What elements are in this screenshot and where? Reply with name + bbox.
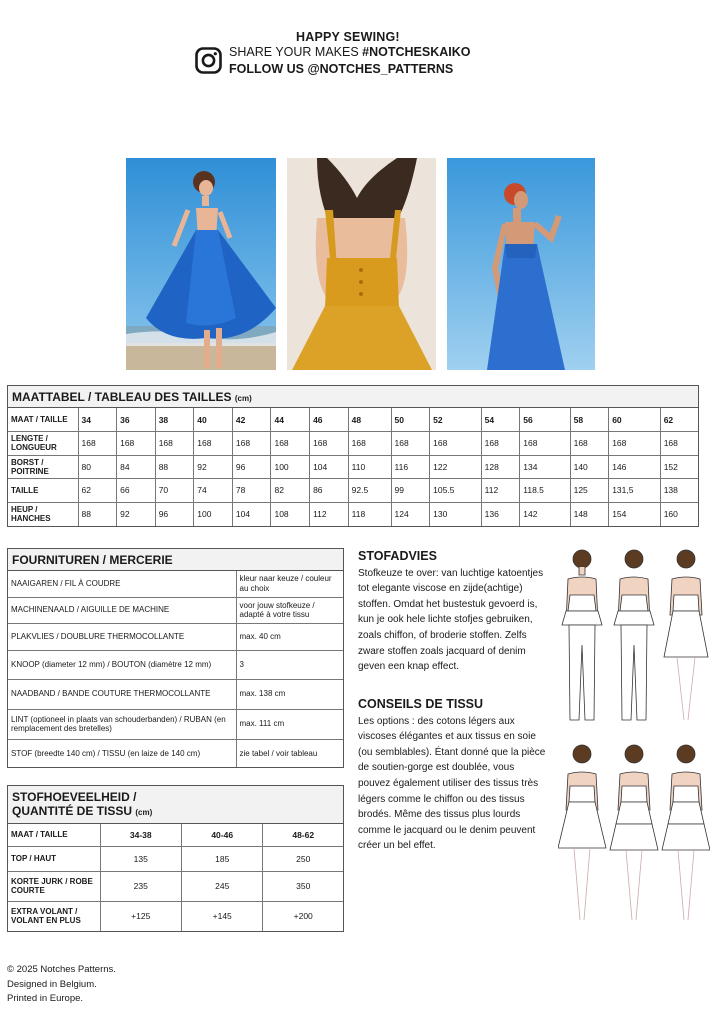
supply-amount: kleur naar keuze / couleur au choix [236,571,343,597]
table-cell: 88 [155,455,194,479]
fabric-advice-fr-title: CONSEILS DE TISSU [358,697,484,711]
table-row [8,455,698,479]
figure-short-dress-2 [558,745,606,920]
table-cell: 135 [100,846,181,871]
size-cell: 36 [117,408,156,432]
size-cell: 56 [520,408,570,432]
supply-amount: 3 [236,650,343,679]
table-cell: 118.5 [520,479,570,503]
table-row [8,650,343,679]
table-cell: 138 [660,479,698,503]
table-cell: +145 [181,901,262,931]
table-cell: 168 [194,432,233,456]
table-row [8,432,698,456]
row-label: TOP / HAUT [8,846,100,871]
supply-item: LINT (optioneel in plaats van schouderbanden) / RUBAN (en remplacement des bretelles) [8,709,236,739]
table-cell: 168 [232,432,271,456]
table-cell: 104 [310,455,349,479]
table-cell: 66 [117,479,156,503]
row-label: HEUP / HANCHES [8,502,78,526]
photo-blue-dress-side [447,158,595,370]
table-cell: 168 [430,432,482,456]
table-cell: 100 [194,502,233,526]
fabric-quantity-title [8,786,343,824]
row-label: TAILLE [8,479,78,503]
table-row [8,679,343,709]
supply-item: NAAIGAREN / FIL À COUDRE [8,571,236,597]
fabric-quantity-title-line1: STOFHOEVEELHEID / [12,790,137,804]
table-cell: 168 [609,432,661,456]
fabric-advice-fr [358,697,548,854]
hashtag-link[interactable]: #NOTCHESKAIKO [362,45,471,59]
size-cell: 52 [430,408,482,432]
table-cell: 112 [481,479,520,503]
table-cell: 168 [570,432,609,456]
column-header: 34-38 [100,824,181,846]
size-grid [8,408,698,526]
table-cell: 168 [348,432,391,456]
table-cell: 142 [520,502,570,526]
table-cell: 168 [520,432,570,456]
size-cell: 48 [348,408,391,432]
size-cell: 46 [310,408,349,432]
table-row [8,871,343,901]
happy-sewing-text: HAPPY SEWING! [296,30,400,44]
supply-amount: max. 138 cm [236,679,343,709]
figure-top-trousers-1 [562,550,602,720]
table-cell: 146 [609,455,661,479]
table-cell: 108 [271,502,310,526]
table-cell: 80 [78,455,117,479]
table-cell: 62 [78,479,117,503]
table-cell: 128 [481,455,520,479]
size-cell: 34 [78,408,117,432]
table-cell: 154 [609,502,661,526]
supply-item: STOF (breedte 140 cm) / TISSU (en laize de 140 cm) [8,739,236,767]
size-cell: 50 [391,408,430,432]
table-row [8,479,698,503]
instagram-icon[interactable] [195,47,222,74]
table-row [8,408,698,432]
table-cell: 168 [481,432,520,456]
table-cell: 245 [181,871,262,901]
fabric-quantity-grid [8,824,343,931]
table-cell: 168 [310,432,349,456]
table-cell: 168 [155,432,194,456]
table-cell: 136 [481,502,520,526]
photo-yellow-dress-back [287,158,436,370]
supplies-title: FOURNITUREN / MERCERIE [8,549,343,571]
fabric-quantity-title-line2: QUANTITÉ DE TISSU [12,804,133,818]
table-cell: 122 [430,455,482,479]
table-cell: 168 [117,432,156,456]
table-cell: 168 [660,432,698,456]
column-header: MAAT / TAILLE [8,824,100,846]
table-cell: 100 [271,455,310,479]
page-footer [7,963,116,1007]
table-cell: +200 [263,901,343,931]
table-cell: 148 [570,502,609,526]
table-row [8,901,343,931]
figure-ruffle-dress-2 [662,745,710,920]
size-cell: 42 [232,408,271,432]
size-table-title [8,386,698,408]
table-cell: 168 [391,432,430,456]
table-row [8,709,343,739]
figure-short-dress-1 [664,550,708,720]
supply-item: NAADBAND / BANDE COUTURE THERMOCOLLANTE [8,679,236,709]
table-cell: 116 [391,455,430,479]
size-table [7,385,699,527]
table-cell: 250 [263,846,343,871]
table-row [8,739,343,767]
table-row [8,502,698,526]
table-cell: 160 [660,502,698,526]
table-cell: 92.5 [348,479,391,503]
row-label: MAAT / TAILLE [8,408,78,432]
column-header: 40-46 [181,824,262,846]
supply-amount: zie tabel / voir tableau [236,739,343,767]
share-line [229,45,470,59]
supplies-grid [8,571,343,767]
size-cell: 40 [194,408,233,432]
table-cell: 104 [232,502,271,526]
fabric-advice-nl [358,549,548,675]
figure-ruffle-dress-1 [610,745,658,920]
supply-item: MACHINENAALD / AIGUILLE DE MACHINE [8,597,236,623]
table-row [8,597,343,623]
fabric-quantity-unit: (cm) [135,808,153,817]
table-cell: 105.5 [430,479,482,503]
supply-item: KNOOP (diameter 12 mm) / BOUTON (diamètre 12 mm) [8,650,236,679]
row-label: LENGTE / LONGUEUR [8,432,78,456]
figure-top-trousers-2 [614,550,654,720]
printed-text: Printed in Europe. [7,993,84,1004]
table-row [8,623,343,650]
table-cell: 88 [78,502,117,526]
follow-handle[interactable]: FOLLOW US @NOTCHES_PATTERNS [229,62,454,76]
fabric-advice-nl-title: STOFADVIES [358,549,437,563]
table-cell: 134 [520,455,570,479]
supply-amount: voor jouw stofkeuze / adapté à votre tissu [236,597,343,623]
table-cell: 96 [232,455,271,479]
row-label: KORTE JURK / ROBE COURTE [8,871,100,901]
share-text: SHARE YOUR MAKES [229,45,363,59]
table-header-row [8,824,343,846]
supply-amount: max. 111 cm [236,709,343,739]
table-cell: 112 [310,502,349,526]
supply-amount: max. 40 cm [236,623,343,650]
size-table-unit: (cm) [234,394,252,403]
table-cell: 185 [181,846,262,871]
table-cell: 96 [155,502,194,526]
table-cell: +125 [100,901,181,931]
table-row [8,571,343,597]
table-cell: 84 [117,455,156,479]
photo-blue-dress-twirl [126,158,276,370]
table-cell: 99 [391,479,430,503]
size-cell: 60 [609,408,661,432]
fabric-advice-nl-text: Stofkeuze te over: van luchtige katoentjes tot elegante viscose en zijde(achtige) stoffen. Omdat het bustestuk gevoerd is, kun je ook hele lichte stofjes gebruiken, zoals chiffon, of broderie stoffen. Zelfs zware stoffen zoals jacquard of denim geven een knap effect. [358,567,544,673]
size-cell: 58 [570,408,609,432]
size-cell: 44 [271,408,310,432]
table-cell: 125 [570,479,609,503]
table-cell: 74 [194,479,233,503]
designed-text: Designed in Belgium. [7,978,97,990]
table-cell: 86 [310,479,349,503]
table-cell: 110 [348,455,391,479]
table-cell: 70 [155,479,194,503]
supply-item: PLAKVLIES / DOUBLURE THERMOCOLLANTE [8,623,236,650]
column-header: 48-62 [263,824,343,846]
row-label: EXTRA VOLANT / VOLANT EN PLUS [8,901,100,931]
table-cell: 152 [660,455,698,479]
copyright-text: © 2025 Notches Patterns. [7,964,116,975]
table-cell: 131,5 [609,479,661,503]
size-cell: 62 [660,408,698,432]
fabric-quantity-table [7,785,344,932]
row-label: BORST / POITRINE [8,455,78,479]
garment-views-illustration [558,545,710,925]
table-cell: 168 [78,432,117,456]
table-cell: 92 [194,455,233,479]
table-cell: 130 [430,502,482,526]
fabric-advice-fr-text: Les options : des cotons légers aux viscoses élégantes et aux tissus en soie (ou semblables). Étant donné que la pièce de soutien-gorge est doublée, vous pouvez également utiliser des tissus très légers comme le chiffon ou des tissus brodés. Même des tissus plus lourds comme le jacquard ou le denim peuvent créer un bel effet. [358,715,546,852]
table-cell: 78 [232,479,271,503]
size-cell: 54 [481,408,520,432]
table-cell: 235 [100,871,181,901]
supplies-table [7,548,344,768]
table-cell: 350 [263,871,343,901]
size-table-title-text: MAATTABEL / TABLEAU DES TAILLES [12,390,232,404]
table-cell: 124 [391,502,430,526]
table-cell: 92 [117,502,156,526]
size-cell: 38 [155,408,194,432]
table-cell: 82 [271,479,310,503]
table-row [8,846,343,871]
table-cell: 118 [348,502,391,526]
table-cell: 140 [570,455,609,479]
table-cell: 168 [271,432,310,456]
